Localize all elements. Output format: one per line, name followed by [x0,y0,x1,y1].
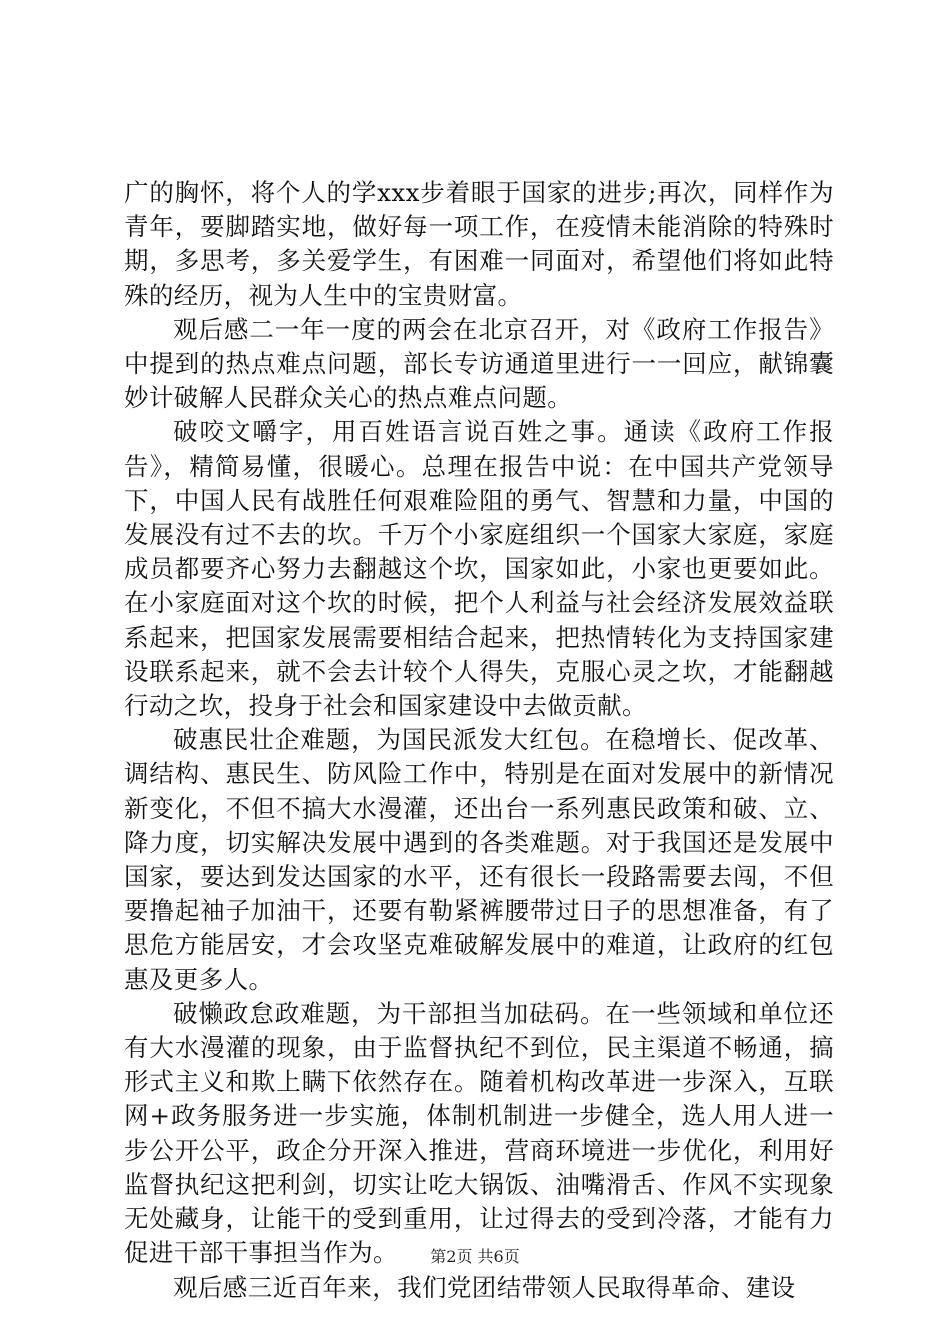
document-body [124,176,834,1305]
paragraph-plain-language: 破咬文嚼字，用百姓语言说百姓之事。通读《政府工作报告》，精简易懂，很暖心。总理在报告中说：在中国共产党领导下，中国人民有战胜任何艰难险阻的勇气、智慧和力量，中国的发展没有过不去的坎。千万个小家庭组织一个国家大家庭，家庭成员都要齐心努力去翻越这个坎，国家如此，小家也更要如此。在小家庭面对这个坎的时候，把个人利益与社会经济发展效益联系起来，把国家发展需要相结合起来，把热情转化为支持国家建设联系起来，就不会去计较个人得失，克服心灵之坎，才能翻越行动之坎，投身于社会和国家建设中去做贡献。 [124,417,834,721]
page-number-footer: 第2页 共6页 [430,1247,520,1266]
paragraph-lazy-governance: 破懒政怠政难题，为干部担当加砝码。在一些领域和单位还有大水漫灌的现象，由于监督执纪不到位，民主渠道不畅通，搞形式主义和欺上瞒下依然存在。随着机构改革进一步深入，互联网+政务服务进一步实施，体制机制进一步健全，选人用人进一步公开公平，政企分开深入推进，营商环境进一步优化，利用好监督执纪这把利剑，切实让吃大锅饭、油嘴滑舌、作风不实现象无处藏身，让能干的受到重用，让过得去的受到冷落，才能有力促进干部干事担当作为。 [124,998,834,1268]
paragraph-benefit-people: 破惠民壮企难题，为国民派发大红包。在稳增长、促改革、调结构、惠民生、防风险工作中，特别是在面对发展中的新情况新变化，不但不搞大水漫灌，还出台一系列惠民政策和破、立、降力度，切实解决发展中遇到的各类难题。对于我国还是发展中国家，要达到发达国家的水平，还有很长一段路需要去闯，不但要撸起袖子加油干，还要有勒紧裤腰带过日子的思想准备，有了思危方能居安，才会攻坚克难破解发展中的难道，让政府的红包惠及更多人。 [124,725,834,994]
paragraph-review-two: 观后感二一年一度的两会在北京召开，对《政府工作报告》中提到的热点难点问题，部长专访通道里进行一一回应，献锦囊妙计破解人民群众关心的热点难点问题。 [124,314,834,413]
paragraph-continuation: 广的胸怀，将个人的学xxx步着眼于国家的进步;再次，同样作为青年，要脚踏实地，做好每一项工作，在疫情未能消除的特殊时期，多思考，多关爱学生，有困难一同面对，希望他们将如此特殊的经历，视为人生中的宝贵财富。 [124,178,834,310]
paragraph-review-three: 观后感三近百年来，我们党团结带领人民取得革命、建设 [173,1272,796,1302]
